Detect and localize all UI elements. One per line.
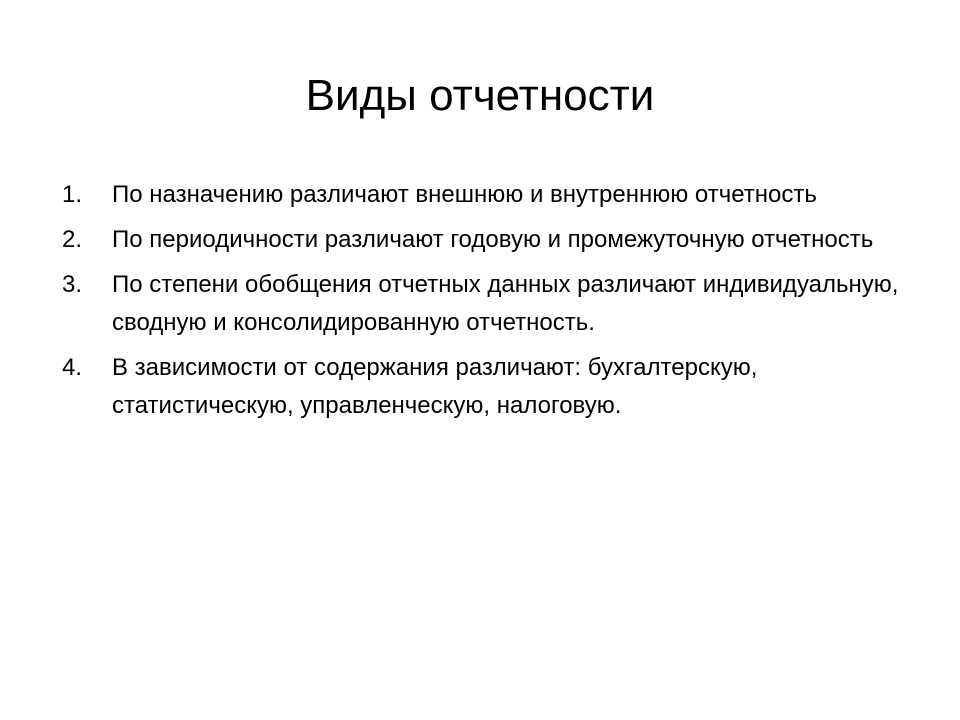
report-types-list — [62, 176, 922, 432]
list-item-number: 3. — [62, 271, 83, 298]
list-item-text: По периодичности различают годовую и промежуточную отчетность — [112, 226, 874, 253]
list-item-number: 2. — [62, 226, 83, 253]
list-item-text: По назначению различают внешнюю и внутреннюю отчетность — [112, 181, 817, 208]
list-item — [62, 221, 922, 259]
slide-title: Виды отчетности — [305, 71, 655, 120]
list-item — [62, 349, 922, 425]
list-item-text: По степени обобщения отчетных данных различают индивидуальную, сводную и консолидированную отчетность. — [112, 271, 899, 336]
list-item-number: 4. — [62, 354, 83, 381]
list-item-text: В зависимости от содержания различают: бухгалтерскую, статистическую, управленческую, налоговую. — [112, 354, 758, 419]
list-item — [62, 176, 922, 214]
list-item — [62, 266, 922, 342]
list-item-number: 1. — [62, 181, 83, 208]
